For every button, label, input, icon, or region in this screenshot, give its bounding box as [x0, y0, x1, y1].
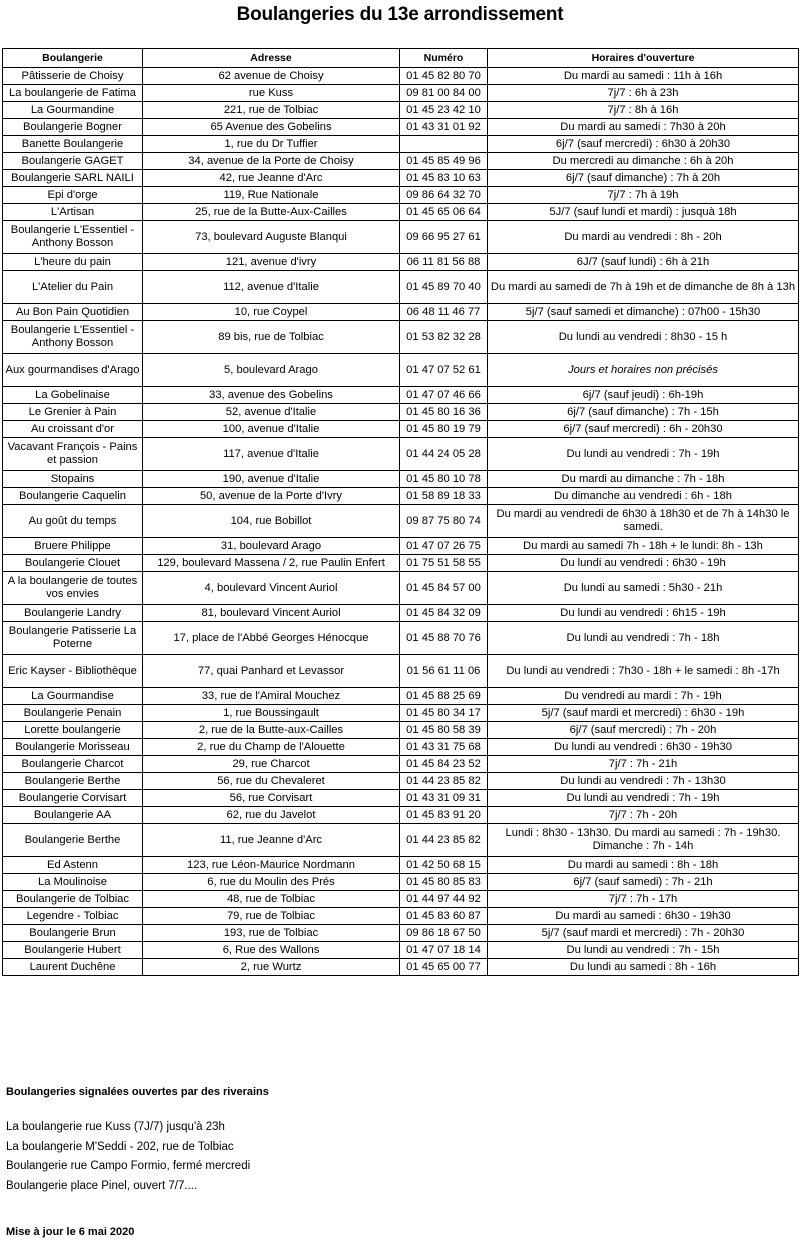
- riverains-list: [6, 1118, 250, 1196]
- cell-name: Boulangerie Berthe: [3, 773, 143, 790]
- cell-address: 1, rue du Dr Tuffier: [143, 136, 400, 153]
- table-row: [3, 756, 799, 773]
- table-row: [3, 488, 799, 505]
- cell-phone: 01 47 07 52 61: [400, 354, 488, 387]
- cell-phone: 01 47 07 26 75: [400, 538, 488, 555]
- cell-phone: 09 87 75 80 74: [400, 505, 488, 538]
- table-row: [3, 170, 799, 187]
- riverains-item: Boulangerie rue Campo Formio, fermé mercredi: [6, 1160, 251, 1172]
- table-row: [3, 605, 799, 622]
- cell-phone: 01 45 80 10 78: [400, 471, 488, 488]
- cell-name: L'Atelier du Pain: [3, 271, 143, 304]
- cell-hours: Lundi : 8h30 - 13h30. Du mardi au samedi : 7h - 19h30. Dimanche : 7h - 14h: [488, 824, 799, 857]
- cell-hours: Du lundi au samedi : 8h - 16h: [488, 959, 799, 976]
- cell-address: 33, avenue des Gobelins: [143, 387, 400, 404]
- cell-phone: 01 53 82 32 28: [400, 321, 488, 354]
- table-row: [3, 471, 799, 488]
- table-row: [3, 538, 799, 555]
- table-row: [3, 221, 799, 254]
- cell-address: 119, Rue Nationale: [143, 187, 400, 204]
- cell-name: Boulangerie de Tolbiac: [3, 891, 143, 908]
- cell-name: Boulangerie AA: [3, 807, 143, 824]
- cell-name: Aux gourmandises d'Arago: [3, 354, 143, 387]
- cell-address: 117, avenue d'Italie: [143, 438, 400, 471]
- cell-name: L'Artisan: [3, 204, 143, 221]
- cell-name: Au goût du temps: [3, 505, 143, 538]
- cell-hours: 5j/7 (sauf mardi et mercredi) : 6h30 - 19h: [488, 705, 799, 722]
- table-row: [3, 891, 799, 908]
- table-row: [3, 790, 799, 807]
- cell-address: 65 Avenue des Gobelins: [143, 119, 400, 136]
- cell-address: 11, rue Jeanne d'Arc: [143, 824, 400, 857]
- cell-hours: Du mardi au vendredi : 8h - 20h: [488, 221, 799, 254]
- cell-phone: 01 45 23 42 10: [400, 102, 488, 119]
- cell-hours: Du mardi au samedi : 6h30 - 19h30: [488, 908, 799, 925]
- cell-address: 190, avenue d'Italie: [143, 471, 400, 488]
- cell-hours: 6J/7 (sauf lundi) : 6h à 21h: [488, 254, 799, 271]
- cell-phone: 01 43 31 09 31: [400, 790, 488, 807]
- cell-name: La Gobelinaise: [3, 387, 143, 404]
- cell-name: Boulangerie Bogner: [3, 119, 143, 136]
- table-body: [3, 68, 799, 976]
- cell-name: Banette Boulangerie: [3, 136, 143, 153]
- table-row: [3, 387, 799, 404]
- cell-phone: 01 43 31 75 68: [400, 739, 488, 756]
- cell-hours: Du mardi au vendredi de 6h30 à 18h30 et de 7h à 14h30 le samedi.: [488, 505, 799, 538]
- table-header-row: [3, 49, 799, 68]
- cell-hours: Jours et horaires non précisés: [488, 354, 799, 387]
- cell-name: Vacavant François - Pains et passion: [3, 438, 143, 471]
- cell-phone: 01 45 65 00 77: [400, 959, 488, 976]
- cell-hours: 6j/7 (sauf mercredi) : 7h - 20h: [488, 722, 799, 739]
- cell-address: 6, Rue des Wallons: [143, 942, 400, 959]
- cell-hours: Du mardi au samedi 7h - 18h + le lundi: 8h - 13h: [488, 538, 799, 555]
- cell-name: La Gourmandise: [3, 688, 143, 705]
- cell-phone: 09 66 95 27 61: [400, 221, 488, 254]
- cell-name: Boulangerie Brun: [3, 925, 143, 942]
- table-row: [3, 773, 799, 790]
- table-row: [3, 655, 799, 688]
- cell-hours: Du lundi au vendredi : 6h15 - 19h: [488, 605, 799, 622]
- cell-phone: 09 86 18 67 50: [400, 925, 488, 942]
- cell-address: 17, place de l'Abbé Georges Hénocque: [143, 622, 400, 655]
- table-row: [3, 421, 799, 438]
- cell-phone: 06 48 11 46 77: [400, 304, 488, 321]
- cell-hours: 7j/7 : 8h à 16h: [488, 102, 799, 119]
- cell-name: Boulangerie SARL NAILI: [3, 170, 143, 187]
- cell-name: Boulangerie Landry: [3, 605, 143, 622]
- table-row: [3, 102, 799, 119]
- table-row: [3, 705, 799, 722]
- cell-phone: 01 42 50 68 15: [400, 857, 488, 874]
- cell-phone: 01 45 83 10 63: [400, 170, 488, 187]
- cell-name: Boulangerie Berthe: [3, 824, 143, 857]
- cell-phone: 01 44 97 44 92: [400, 891, 488, 908]
- table-row: [3, 187, 799, 204]
- cell-name: Au croissant d'or: [3, 421, 143, 438]
- cell-address: 42, rue Jeanne d'Arc: [143, 170, 400, 187]
- cell-hours: 7j/7 : 7h - 17h: [488, 891, 799, 908]
- cell-address: 193, rue de Tolbiac: [143, 925, 400, 942]
- cell-hours: 6j/7 (sauf dimanche) : 7h - 15h: [488, 404, 799, 421]
- cell-name: L'heure du pain: [3, 254, 143, 271]
- cell-address: 2, rue Wurtz: [143, 959, 400, 976]
- riverains-item: La boulangerie M'Seddi - 202, rue de Tolbiac: [6, 1140, 234, 1153]
- cell-hours: Du mardi au dimanche : 7h - 18h: [488, 471, 799, 488]
- table-row: [3, 807, 799, 824]
- cell-name: Boulangerie Caquelin: [3, 488, 143, 505]
- cell-phone: 01 45 83 60 87: [400, 908, 488, 925]
- cell-name: La boulangerie de Fatima: [3, 85, 143, 102]
- table-row: [3, 404, 799, 421]
- cell-name: Boulangerie Penain: [3, 705, 143, 722]
- cell-address: 123, rue Léon-Maurice Nordmann: [143, 857, 400, 874]
- cell-phone: 01 47 07 46 66: [400, 387, 488, 404]
- cell-hours: 7j/7 : 7h - 20h: [488, 807, 799, 824]
- cell-hours: 5J/7 (sauf lundi et mardi) : jusquà 18h: [488, 204, 799, 221]
- cell-hours: Du dimanche au vendredi : 6h - 18h: [488, 488, 799, 505]
- header-name: Boulangerie: [3, 49, 143, 68]
- cell-phone: 01 43 31 01 92: [400, 119, 488, 136]
- table-row: [3, 85, 799, 102]
- cell-hours: Du lundi au vendredi : 7h - 13h30: [488, 773, 799, 790]
- cell-phone: 01 45 84 57 00: [400, 572, 488, 605]
- table-row: [3, 119, 799, 136]
- cell-address: rue Kuss: [143, 85, 400, 102]
- cell-phone: 01 45 85 49 96: [400, 153, 488, 170]
- cell-phone: 01 45 84 23 52: [400, 756, 488, 773]
- table-row: [3, 304, 799, 321]
- cell-name: Lorette boulangerie: [3, 722, 143, 739]
- cell-hours: 6j/7 (sauf samedi) : 7h - 21h: [488, 874, 799, 891]
- table-row: [3, 136, 799, 153]
- cell-hours: Du lundi au vendredi : 7h - 15h: [488, 942, 799, 959]
- cell-name: Boulangerie Corvisart: [3, 790, 143, 807]
- cell-address: 73, boulevard Auguste Blanqui: [143, 221, 400, 254]
- cell-hours: 6j/7 (sauf mercredi) : 6h - 20h30: [488, 421, 799, 438]
- cell-hours: Du lundi au vendredi : 7h30 - 18h + le samedi : 8h -17h: [488, 655, 799, 688]
- cell-name: Au Bon Pain Quotidien: [3, 304, 143, 321]
- cell-hours: 5j/7 (sauf samedi et dimanche) : 07h00 - 15h30: [488, 304, 799, 321]
- table-row: [3, 688, 799, 705]
- update-note: Mise à jour le 6 mai 2020: [6, 1226, 135, 1238]
- table-row: [3, 622, 799, 655]
- cell-address: 79, rue de Tolbiac: [143, 908, 400, 925]
- cell-address: 81, boulevard Vincent Auriol: [143, 605, 400, 622]
- table-row: [3, 204, 799, 221]
- header-address: Adresse: [143, 49, 400, 68]
- cell-address: 10, rue Coypel: [143, 304, 400, 321]
- table-row: [3, 925, 799, 942]
- table-row: [3, 438, 799, 471]
- cell-hours: 7j/7 : 7h à 19h: [488, 187, 799, 204]
- table-row: [3, 505, 799, 538]
- cell-hours: 7j/7 : 6h à 23h: [488, 85, 799, 102]
- cell-hours: Du mercredi au dimanche : 6h à 20h: [488, 153, 799, 170]
- cell-hours: Du mardi au samedi : 8h - 18h: [488, 857, 799, 874]
- cell-name: Legendre - Tolbiac: [3, 908, 143, 925]
- cell-phone: 01 75 51 58 55: [400, 555, 488, 572]
- cell-address: 62 avenue de Choisy: [143, 68, 400, 85]
- cell-name: Bruere Philippe: [3, 538, 143, 555]
- cell-name: Boulangerie Clouet: [3, 555, 143, 572]
- cell-hours: Du lundi au vendredi : 6h30 - 19h: [488, 555, 799, 572]
- cell-address: 56, rue Corvisart: [143, 790, 400, 807]
- cell-hours: Du vendredi au mardi : 7h - 19h: [488, 688, 799, 705]
- cell-name: Boulangerie L'Essentiel - Anthony Bosson: [3, 221, 143, 254]
- cell-name: Epi d'orge: [3, 187, 143, 204]
- table-row: [3, 959, 799, 976]
- cell-address: 48, rue de Tolbiac: [143, 891, 400, 908]
- bakery-table: [2, 48, 799, 976]
- cell-name: Boulangerie Morisseau: [3, 739, 143, 756]
- cell-name: Boulangerie Charcot: [3, 756, 143, 773]
- riverains-title: Boulangeries signalées ouvertes par des riverains: [6, 1086, 269, 1098]
- cell-name: Pâtisserie de Choisy: [3, 68, 143, 85]
- cell-name: A la boulangerie de toutes vos envies: [3, 572, 143, 605]
- cell-phone: 01 45 88 70 76: [400, 622, 488, 655]
- cell-name: Le Grenier à Pain: [3, 404, 143, 421]
- cell-phone: 01 44 24 05 28: [400, 438, 488, 471]
- table-row: [3, 321, 799, 354]
- cell-name: La Moulinoise: [3, 874, 143, 891]
- cell-address: 1, rue Boussingault: [143, 705, 400, 722]
- table-row: [3, 354, 799, 387]
- cell-phone: 09 81 00 84 00: [400, 85, 488, 102]
- header-hours: Horaires d'ouverture: [488, 49, 799, 68]
- cell-address: 5, boulevard Arago: [143, 354, 400, 387]
- cell-address: 2, rue de la Butte-aux-Cailles: [143, 722, 400, 739]
- cell-phone: 01 56 61 11 06: [400, 655, 488, 688]
- cell-phone: 09 86 64 32 70: [400, 187, 488, 204]
- cell-hours: Du lundi au vendredi : 6h30 - 19h30: [488, 739, 799, 756]
- cell-name: Laurent Duchêne: [3, 959, 143, 976]
- cell-hours: Du mardi au samedi : 7h30 à 20h: [488, 119, 799, 136]
- cell-address: 129, boulevard Massena / 2, rue Paulin Enfert: [143, 555, 400, 572]
- cell-address: 89 bis, rue de Tolbiac: [143, 321, 400, 354]
- cell-address: 112, avenue d'Italie: [143, 271, 400, 304]
- cell-phone: 01 45 80 58 39: [400, 722, 488, 739]
- cell-hours: Du mardi au samedi de 7h à 19h et de dimanche de 8h à 13h: [488, 271, 799, 304]
- cell-address: 4, boulevard Vincent Auriol: [143, 572, 400, 605]
- cell-phone: 01 45 83 91 20: [400, 807, 488, 824]
- cell-phone: 01 44 23 85 82: [400, 824, 488, 857]
- cell-address: 31, boulevard Arago: [143, 538, 400, 555]
- table-row: [3, 722, 799, 739]
- header-phone: Numéro: [400, 49, 488, 68]
- cell-hours: 6j/7 (sauf mercredi) : 6h30 à 20h30: [488, 136, 799, 153]
- table-row: [3, 874, 799, 891]
- cell-name: Boulangerie L'Essentiel - Anthony Bosson: [3, 321, 143, 354]
- cell-name: Eric Kayser - Bibliothèque: [3, 655, 143, 688]
- table-row: [3, 555, 799, 572]
- cell-phone: 01 45 89 70 40: [400, 271, 488, 304]
- cell-phone: 01 45 80 34 17: [400, 705, 488, 722]
- cell-hours: Du lundi au samedi : 5h30 - 21h: [488, 572, 799, 605]
- cell-hours: Du lundi au vendredi : 7h - 18h: [488, 622, 799, 655]
- cell-address: 52, avenue d'Italie: [143, 404, 400, 421]
- table-row: [3, 824, 799, 857]
- cell-address: 2, rue du Champ de l'Alouette: [143, 739, 400, 756]
- table-row: [3, 68, 799, 85]
- cell-address: 77, quai Panhard et Levassor: [143, 655, 400, 688]
- table-row: [3, 942, 799, 959]
- cell-address: 100, avenue d'Italie: [143, 421, 400, 438]
- cell-address: 56, rue du Chevaleret: [143, 773, 400, 790]
- cell-phone: 01 45 80 85 83: [400, 874, 488, 891]
- cell-phone: [400, 136, 488, 153]
- cell-name: Stopains: [3, 471, 143, 488]
- cell-address: 25, rue de la Butte-Aux-Cailles: [143, 204, 400, 221]
- cell-phone: 01 45 80 16 36: [400, 404, 488, 421]
- table-row: [3, 572, 799, 605]
- cell-name: Boulangerie Hubert: [3, 942, 143, 959]
- cell-name: La Gourmandine: [3, 102, 143, 119]
- cell-name: Boulangerie Patisserie La Poterne: [3, 622, 143, 655]
- cell-address: 29, rue Charcot: [143, 756, 400, 773]
- cell-phone: 01 58 89 18 33: [400, 488, 488, 505]
- cell-hours: 6j/7 (sauf jeudi) : 6h-19h: [488, 387, 799, 404]
- cell-phone: 01 44 23 85 82: [400, 773, 488, 790]
- riverains-item: Boulangerie place Pinel, ouvert 7/7....: [6, 1179, 198, 1192]
- cell-name: Boulangerie GAGET: [3, 153, 143, 170]
- riverains-item: La boulangerie rue Kuss (7J/7) jusqu'à 23h: [6, 1121, 225, 1133]
- table-row: [3, 254, 799, 271]
- cell-hours: Du lundi au vendredi : 7h - 19h: [488, 790, 799, 807]
- cell-phone: 01 47 07 18 14: [400, 942, 488, 959]
- cell-address: 62, rue du Javelot: [143, 807, 400, 824]
- cell-address: 6, rue du Moulin des Prés: [143, 874, 400, 891]
- cell-name: Ed Astenn: [3, 857, 143, 874]
- cell-hours: 5j/7 (sauf mardi et mercredi) : 7h - 20h30: [488, 925, 799, 942]
- cell-address: 34, avenue de la Porte de Choisy: [143, 153, 400, 170]
- cell-phone: 01 45 88 25 69: [400, 688, 488, 705]
- cell-hours: Du lundi au vendredi : 7h - 19h: [488, 438, 799, 471]
- table-row: [3, 739, 799, 756]
- cell-phone: 01 45 82 80 70: [400, 68, 488, 85]
- table-row: [3, 908, 799, 925]
- cell-address: 221, rue de Tolbiac: [143, 102, 400, 119]
- table-row: [3, 153, 799, 170]
- cell-phone: 01 45 84 32 09: [400, 605, 488, 622]
- page-title: Boulangeries du 13e arrondissement: [236, 4, 564, 25]
- cell-address: 33, rue de l'Amiral Mouchez: [143, 688, 400, 705]
- cell-hours: Du lundi au vendredi : 8h30 - 15 h: [488, 321, 799, 354]
- cell-address: 121, avenue d'ivry: [143, 254, 400, 271]
- cell-phone: 06 11 81 56 88: [400, 254, 488, 271]
- table-row: [3, 857, 799, 874]
- table-row: [3, 271, 799, 304]
- cell-phone: 01 45 80 19 79: [400, 421, 488, 438]
- cell-phone: 01 45 65 06 64: [400, 204, 488, 221]
- cell-address: 50, avenue de la Porte d'Ivry: [143, 488, 400, 505]
- cell-hours: 7j/7 : 7h - 21h: [488, 756, 799, 773]
- cell-hours: Du mardi au samedi : 11h à 16h: [488, 68, 799, 85]
- cell-address: 104, rue Bobillot: [143, 505, 400, 538]
- cell-hours: 6j/7 (sauf dimanche) : 7h à 20h: [488, 170, 799, 187]
